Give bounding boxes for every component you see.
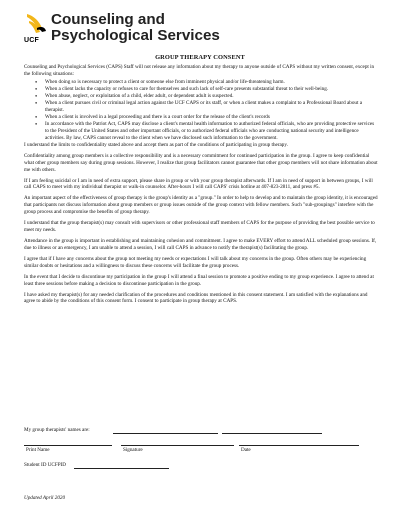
attendance-paragraph: Attendance in the group is important in establishing and maintaining cohesion and commitment. I agree to make EVERY effort to attend ALL scheduled group sessions. If, due to illness or an emergency, I am unable to attend a session, I will call CAPS in advance to notify the therapist(s) facilitating the group. bbox=[24, 238, 377, 251]
concerns-paragraph: I agree that if I have any concerns about the group not meeting my needs or expectations I will talk about my concerns in the group. Often others may be experiencing similar doubts or hesitations and a willingness to discuss these concerns will facilitate the group process. bbox=[24, 255, 367, 269]
page-title: GROUP THERAPY CONSENT bbox=[155, 54, 245, 61]
student-id-line[interactable] bbox=[74, 468, 169, 469]
signature-label: Signature bbox=[123, 447, 143, 453]
ucf-logo-text: UCF bbox=[24, 37, 39, 44]
exception-item: ● When a client is involved in a legal proceeding and there is a court order for the release of the client's records bbox=[45, 114, 378, 121]
therapists-line-2[interactable] bbox=[222, 433, 322, 434]
clarification-paragraph: I have asked my therapist(s) for any needed clarification of the procedures and conditions mentioned in this consent statement. I am satisfied with the explanations and agree to abide by the conditions of this consent form. I consent to participate in group therapy at CAPS. bbox=[24, 291, 368, 305]
confidentiality-paragraph: Confidentiality among group members is a collective responsibility and is a necessary commitment for continued participation in the group. I agree to keep confidential what other group members say during group sessions. However, I realize that group facilitators cannot guarantee that other group members will not share information about me with others. bbox=[24, 152, 378, 173]
org-name-line2: Psychological Services bbox=[51, 27, 220, 44]
date-line[interactable] bbox=[239, 445, 359, 446]
exception-item: ● In accordance with the Patriot Act, CAPS may disclose a client's mental health information to authorized federal officials, who are providing protective services to the President of the United States and other important officials, or to authorized federal officials who are conducting national security and intelligence activities. By law, CAPS cannot reveal to the client when we have disclosed such information to the government. bbox=[45, 121, 378, 142]
exception-item: ● When a client lacks the capacity or refuses to care for themselves and such lack of self-care presents substantial threat to their well-being. bbox=[45, 86, 378, 93]
consultation-paragraph: I understand that the group therapist(s) may consult with supervisors or other professional staff members of CAPS for the purpose of providing the best possible service to meet my needs. bbox=[24, 220, 375, 233]
exception-item: ● When abuse, neglect, or exploitation of a child, elder adult, or dependent adult is suspected. bbox=[45, 93, 378, 100]
discontinue-paragraph: In the event that I decide to discontinue my participation in the group I will attend a final session to promote a positive ending to my group experience. I agree to attend at least three sessions before making a decision to discontinue participation in the group. bbox=[24, 273, 374, 287]
org-name bbox=[51, 12, 220, 44]
print-name-label: Print Name bbox=[26, 447, 50, 453]
updated-date: Updated April 2020 bbox=[24, 495, 66, 501]
exception-item: ● When a client pursues civil or criminal legal action against the UCF CAPS or its staff, or when a client makes a complaint to a Professional Board about a therapist. bbox=[45, 100, 378, 114]
student-id-row bbox=[24, 462, 66, 469]
date-label: Date bbox=[241, 447, 251, 453]
student-id-label: Student ID UCFPID bbox=[24, 462, 66, 468]
consent-body bbox=[24, 64, 378, 310]
exception-item: ● When doing so is necessary to protect a client or someone else from imminent physical and/or life-threatening harm. bbox=[45, 79, 378, 86]
therapists-label: My group therapists' names are: bbox=[24, 427, 90, 433]
therapists-field-row bbox=[24, 427, 90, 434]
caps-header bbox=[24, 12, 384, 50]
print-name-line[interactable] bbox=[24, 445, 112, 446]
support-paragraph: If I am feeling suicidal or I am in need of extra support, please share in group or with your group therapist afterwards. If I am in need of support in between groups, I will call CAPS to meet with my individual therapist or walk-in counselor. After-hours I will call CAPS' crisis hotline at 407-823-2811, and press #5. bbox=[24, 177, 373, 191]
exceptions-list bbox=[24, 79, 378, 142]
limits-paragraph: I understand the limits to confidentiality stated above and accept them as part of the conditions of participating in group therapy. bbox=[24, 141, 288, 148]
group-identity-paragraph: An important aspect of the effectiveness of group therapy is the group's identity as a "group." In order to help to develop and to maintain the group identity, it is encouraged that participants not discuss information about group members or group issues outside of the group context with fellow members. Such "sub-groupings" interfere with the group process and compromise the benefits of group therapy. bbox=[24, 195, 378, 216]
intro-paragraph: Counseling and Psychological Services (CAPS) Staff will not release any information about my therapy to anyone outside of CAPS without my written consent, except in the following situations: bbox=[24, 64, 375, 77]
therapists-line-1[interactable] bbox=[113, 433, 218, 434]
org-name-line1: Counseling and bbox=[51, 11, 165, 28]
signature-line[interactable] bbox=[121, 445, 234, 446]
